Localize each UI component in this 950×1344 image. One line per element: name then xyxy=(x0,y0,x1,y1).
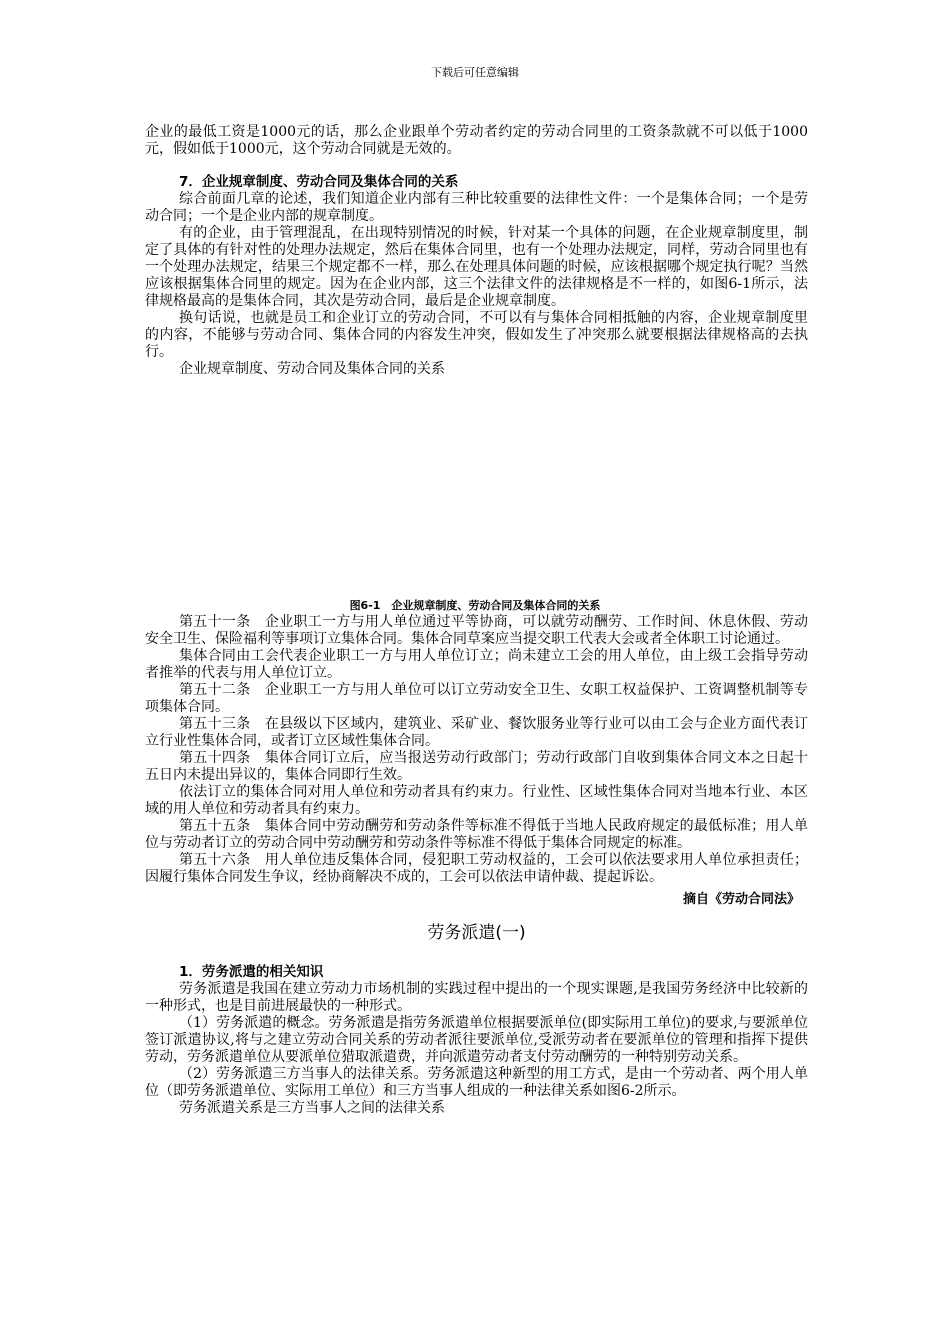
subsection-heading: 1．劳务派遣的相关知识 xyxy=(179,964,324,980)
paragraph: 劳务派遣是我国在建立劳动力市场机制的实践过程中提出的一个现实课题,是我国劳务经济中比较新的一种形式，也是目前进展最快的一种形式。 xyxy=(145,981,808,1014)
article-54-para-2: 依法订立的集体合同对用人单位和劳动者具有约束力。行业性、区域性集体合同对当地本行业、本区域的用人单位和劳动者具有约束力。 xyxy=(145,784,808,817)
article-52: 第五十二条 企业职工一方与用人单位可以订立劳动安全卫生、女职工权益保护、工资调整机制等专项集体合同。 xyxy=(145,682,808,715)
figure-title-line: 企业规章制度、劳动合同及集体合同的关系 xyxy=(179,361,445,377)
paragraph: （1）劳务派遣的概念。劳务派遣是指劳务派遣单位根据要派单位(即实际用工单位)的要求,与要派单位签订派遣协议,将与之建立劳动合同关系的劳动者派往要派单位,受派劳动者在要派单位的管理和指挥下提供劳动，劳务派遣单位从要派单位猎取派遣费，并向派遣劳动者支付劳动酬劳的一种特别劳动关系。 xyxy=(145,1015,808,1065)
paragraph: （2）劳务派遣三方当事人的法律关系。劳务派遣这种新型的用工方式，是由一个劳动者、两个用人单位（即劳务派遣单位、实际用工单位）和三方当事人组成的一种法律关系如图6-2所示。 xyxy=(145,1066,808,1099)
section-title: 劳务派遣(一) xyxy=(427,923,526,943)
text-block-lower xyxy=(145,614,808,1117)
article-54: 第五十四条 集体合同订立后，应当报送劳动行政部门；劳动行政部门自收到集体合同文本之日起十五日内未提出异议的，集体合同即行生效。 xyxy=(145,750,808,783)
paragraph: 综合前面几章的论述，我们知道企业内部有三种比较重要的法律性文件：一个是集体合同；一个是劳动合同；一个是企业内部的规章制度。 xyxy=(145,191,808,224)
article-56: 第五十六条 用人单位违反集体合同，侵犯职工劳动权益的，工会可以依法要求用人单位承担责任；因履行集体合同发生争议，经协商解决不成的，工会可以依法申请仲裁、提起诉讼。 xyxy=(145,852,808,885)
article-53: 第五十三条 在县级以下区域内，建筑业、采矿业、餐饮服务业等行业可以由工会与企业方面代表订立行业性集体合同，或者订立区域性集体合同。 xyxy=(145,716,808,749)
figure-caption: 图6-1 企业规章制度、劳动合同及集体合同的关系 xyxy=(349,599,601,612)
section-heading: 7．企业规章制度、劳动合同及集体合同的关系 xyxy=(179,174,459,190)
paragraph: 换句话说，也就是员工和企业订立的劳动合同，不可以有与集体合同相抵触的内容，企业规章制度里的内容，不能够与劳动合同、集体合同的内容发生冲突，假如发生了冲突那么就要根据法律规格高的去执行。 xyxy=(145,310,808,360)
figure-title-line: 劳务派遣关系是三方当事人之间的法律关系 xyxy=(179,1100,445,1116)
page-header: 下载后可任意编辑 xyxy=(431,66,519,79)
text-block-upper xyxy=(145,124,808,378)
article-51: 第五十一条 企业职工一方与用人单位通过平等协商，可以就劳动酬劳、工作时间、休息休假、劳动安全卫生、保险福利等事项订立集体合同。集体合同草案应当提交职工代表大会或者全体职工讨论通过。 xyxy=(145,614,808,647)
article-55: 第五十五条 集体合同中劳动酬劳和劳动条件等标准不得低于当地人民政府规定的最低标准；用人单位与劳动者订立的劳动合同中劳动酬劳和劳动条件等标准不得低于集体合同规定的标准。 xyxy=(145,818,808,851)
article-51-para-2: 集体合同由工会代表企业职工一方与用人单位订立；尚未建立工会的用人单位，由上级工会指导劳动者推举的代表与用人单位订立。 xyxy=(145,648,808,681)
paragraph: 企业的最低工资是1000元的话，那么企业跟单个劳动者约定的劳动合同里的工资条款就不可以低于1000元，假如低于1000元，这个劳动合同就是无效的。 xyxy=(145,124,808,157)
paragraph: 有的企业，由于管理混乱，在出现特别情况的时候，针对某一个具体的问题，在企业规章制度里，制定了具体的有针对性的处理办法规定，然后在集体合同里，也有一个处理办法规定，同样，劳动合同里也有一个处理办法规定，结果三个规定都不一样，那么在处理具体问题的时候，应该根据哪个规定执行呢？当然应该根据集体合同里的规定。因为在企业内部，这三个法律文件的法律规格是不一样的，如图6-1所示，法律规格最高的是集体合同，其次是劳动合同，最后是企业规章制度。 xyxy=(145,225,808,309)
source-citation: 摘自《劳动合同法》 xyxy=(682,892,800,907)
